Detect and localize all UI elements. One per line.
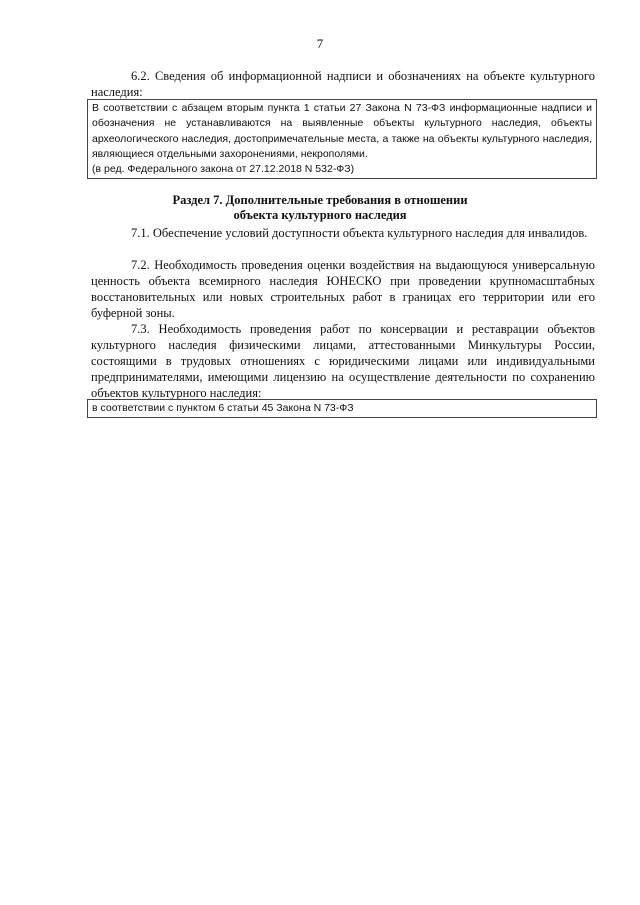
section-7-title-line-2: объекта культурного наследия	[233, 208, 407, 222]
paragraph-7-1: 7.1. Обеспечение условий доступности объекта культурного наследия для инвалидов.	[131, 226, 588, 240]
paragraph-6-2: 6.2. Сведения об информационной надписи и обозначениях на объекте культурного наследия:	[91, 69, 595, 99]
info-box-6-2	[87, 99, 597, 179]
info-box-6-2-note: (в ред. Федерального закона от 27.12.2018 N 532-ФЗ)	[92, 163, 355, 176]
page-number: 7	[316, 36, 324, 51]
info-box-6-2-text: В соответствии с абзацем вторым пункта 1 статьи 27 Закона N 73-ФЗ информационные надписи и обозначения не устанавливаются на выявленные объекты культурного наследия, объекты археологического наследия, достопримечательные места, а также на объекты культурного наследия, являющиеся отдельными захоронениями, некрополями.	[92, 102, 592, 160]
section-7-title-line-1: Раздел 7. Дополнительные требования в отношении	[172, 193, 468, 207]
info-box-7-3-text: в соответствии с пунктом 6 статьи 45 Закона N 73-ФЗ	[92, 402, 354, 414]
info-box-7-3	[87, 399, 597, 418]
paragraph-7-2: 7.2. Необходимость проведения оценки воздействия на выдающуюся универсальную ценность объекта всемирного наследия ЮНЕСКО при проведении крупномасштабных восстановительных или новых строительных работ в границах его территории или его буферной зоны.	[91, 258, 595, 320]
paragraph-7-3: 7.3. Необходимость проведения работ по консервации и реставрации объектов культурного наследия физическими лицами, аттестованными Минкультуры России, состоящими в трудовых отношениях с юридическими лицами или индивидуальными предпринимателями, имеющими лицензию на осуществление деятельности по сохранению объектов культурного наследия:	[91, 322, 595, 400]
